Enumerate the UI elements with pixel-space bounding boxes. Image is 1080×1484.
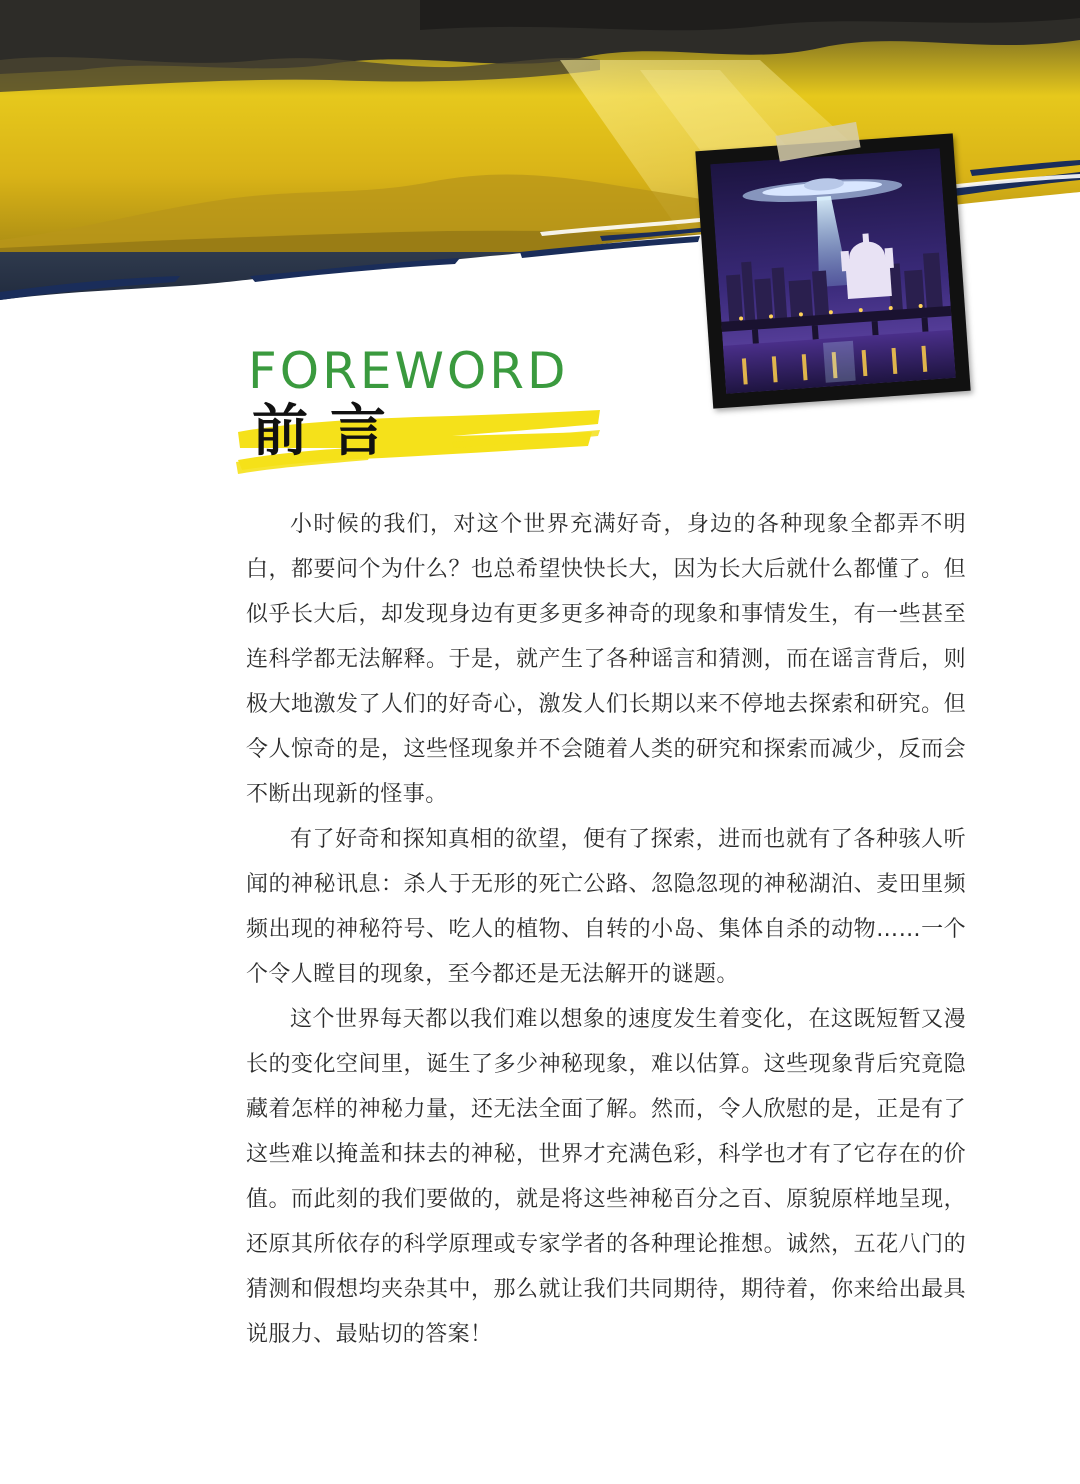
ufo-city-photo — [695, 133, 970, 408]
foreword-body — [246, 502, 966, 1357]
page-title-zh: 前言 — [252, 399, 408, 464]
paragraph: 有了好奇和探知真相的欲望，便有了探索，进而也就有了各种骇人听闻的神秘讯息：杀人于无形的死亡公路、忽隐忽现的神秘湖泊、麦田里频频出现的神秘符号、吃人的植物、自转的小岛、集体自杀的动物……一个个令人瞠目的现象，至今都还是无法解开的谜题。 — [246, 827, 966, 987]
paragraph: 这个世界每天都以我们难以想象的速度发生着变化，在这既短暂又漫长的变化空间里，诞生了多少神秘现象，难以估算。这些现象背后究竟隐藏着怎样的神秘力量，还无法全面了解。然而，令人欣慰的是，正是有了这些难以掩盖和抹去的神秘，世界才充满色彩，科学也才有了它存在的价值。而此刻的我们要做的，就是将这些神秘百分之百、原貌原样地呈现，还原其所依存的科学原理或专家学者的各种理论推想。诚然，五花八门的猜测和假想均夹杂其中，那么就让我们共同期待，期待着，你来给出最具说服力、最贴切的答案！ — [246, 1007, 966, 1347]
ufo-over-city-photo — [710, 148, 955, 393]
photo-frame — [695, 133, 970, 408]
page-title-en: FOREWORD — [248, 342, 569, 400]
paragraph: 小时候的我们，对这个世界充满好奇，身边的各种现象全都弄不明白，都要问个为什么？也总希望快快长大，因为长大后就什么都懂了。但似乎长大后，却发现身边有更多更多神奇的现象和事情发生，有一些甚至连科学都无法解释。于是，就产生了各种谣言和猜测，而在谣言背后，则极大地激发了人们的好奇心，激发人们长期以来不停地去探索和研究。但令人惊奇的是，这些怪现象并不会随着人类的研究和探索而减少，反而会不断出现新的怪事。 — [246, 512, 966, 807]
